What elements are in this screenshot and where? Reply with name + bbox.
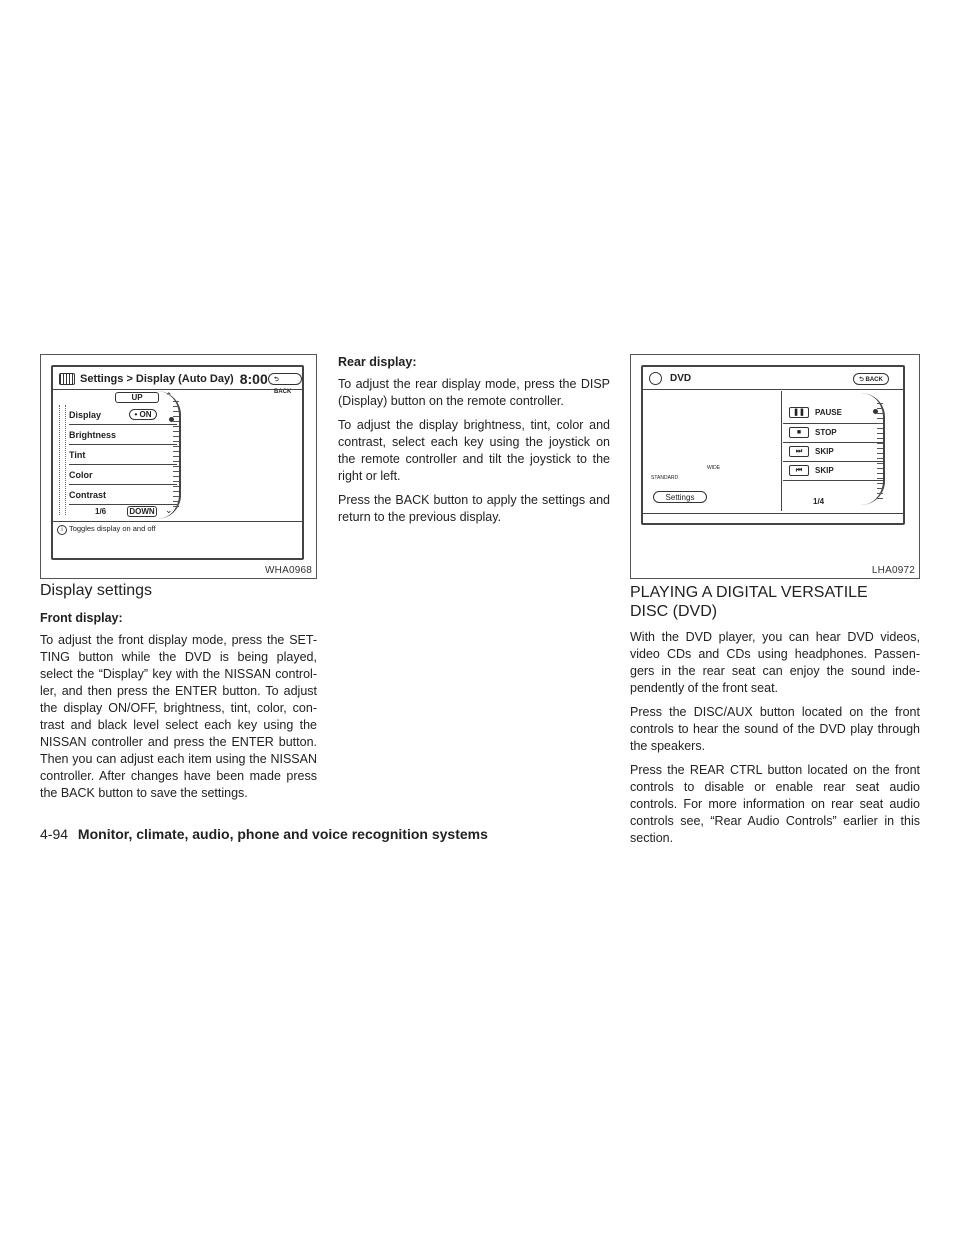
- wide-label: WIDE: [707, 465, 721, 471]
- section-heading: [630, 583, 868, 621]
- dvd-disc-icon: [649, 372, 662, 385]
- body-text: [40, 632, 317, 809]
- chevron-down-icon: ⌄: [165, 505, 173, 515]
- back-button[interactable]: ⮌ BACK: [268, 373, 302, 385]
- controls-divider: [781, 391, 782, 511]
- screen-title: DVD: [670, 372, 692, 384]
- pause-icon: ❚❚: [789, 407, 809, 418]
- settings-button[interactable]: Settings: [653, 491, 707, 503]
- skip-forward-icon: ⏭: [789, 446, 809, 457]
- page-number: 4-94: [40, 826, 69, 842]
- dotted-guide: [65, 405, 66, 515]
- paragraph: To adjust the display brightness, tint, color and contrast, select each key using the joystick on the remote controller and tilt the joystick to the right or left.: [338, 418, 610, 483]
- page-indicator: 1/4: [813, 497, 825, 506]
- body-text: [338, 376, 610, 533]
- figure-code: WHA0968: [265, 565, 312, 576]
- body-text: [630, 629, 920, 854]
- subheading: Front display:: [40, 611, 123, 625]
- heading-line: DISC (DVD): [630, 603, 718, 620]
- figure-dvd-screen: [630, 354, 920, 579]
- info-icon: i: [57, 525, 67, 535]
- section-title: Monitor, climate, audio, phone and voice recognition systems: [77, 826, 488, 842]
- paragraph: To adjust the front display mode, press the SET-TING button while the DVD is being played, select the “Display” key with the NISSAN control-ler, and then press the ENTER button. To adjust the display ON/OFF, brightness, tint, color, con-trast and black level select each key using the NISSAN controller and press the ENTER button. Then you can adjust each item using the NISSAN controller. After changes have been made press the BACK button to save the settings.: [40, 633, 317, 800]
- hint-text: i Toggles display on and off: [57, 524, 156, 535]
- skip-forward-button[interactable]: SKIP: [815, 447, 834, 456]
- dvd-screen: [641, 365, 905, 525]
- pause-button[interactable]: PAUSE: [815, 408, 842, 417]
- standard-label: STANDARD: [651, 475, 679, 481]
- section-heading: Display settings: [40, 582, 153, 599]
- dotted-guide: [59, 405, 60, 515]
- list-item[interactable]: Display: [69, 405, 177, 425]
- list-item[interactable]: Contrast: [69, 485, 177, 505]
- paragraph: With the DVD player, you can hear DVD videos, video CDs and CDs using headphones. Passen-gers in the rear seat can enjoy the sound inde-pendently of the front seat.: [630, 630, 920, 695]
- paragraph: Press the DISC/AUX button located on the front controls to hear the sound of the DVD play through the speakers.: [630, 705, 920, 753]
- scroll-ticks: [173, 401, 179, 509]
- screen-header: [649, 370, 691, 386]
- figure-code: LHA0972: [871, 565, 915, 576]
- scroll-thumb[interactable]: [169, 417, 174, 422]
- header-divider: [643, 389, 903, 390]
- back-button[interactable]: ⮌ BACK: [853, 373, 889, 385]
- clock: 8:00: [239, 371, 268, 387]
- footer-divider: [643, 513, 903, 514]
- chevron-up-icon: ⌃: [165, 391, 173, 401]
- list-item[interactable]: Color: [69, 465, 177, 485]
- heading-line: PLAYING A DIGITAL VERSATILE: [630, 584, 868, 601]
- paragraph: Press the BACK button to apply the settings and return to the previous display.: [338, 493, 610, 524]
- skip-back-icon: ⏮: [789, 465, 809, 476]
- paragraph: Press the REAR CTRL button located on the front controls to disable or enable rear seat audio controls. For more information on rear seat audio controls see, “Rear Audio Controls” earlier in this section.: [630, 763, 920, 845]
- page-footer: [40, 826, 488, 842]
- up-button[interactable]: UP: [115, 392, 159, 403]
- settings-icon: [59, 373, 75, 385]
- down-button[interactable]: DOWN: [127, 506, 157, 517]
- list-item[interactable]: Brightness: [69, 425, 177, 445]
- display-on-toggle[interactable]: • ON: [129, 409, 157, 420]
- list-item[interactable]: Tint: [69, 445, 177, 465]
- stop-icon: ■: [789, 427, 809, 438]
- scroll-thumb[interactable]: [873, 409, 878, 414]
- skip-back-button[interactable]: SKIP: [815, 466, 834, 475]
- subheading: Rear display:: [338, 355, 417, 369]
- scroll-ticks: [877, 403, 883, 499]
- settings-screen: [51, 365, 304, 560]
- header-divider: [53, 389, 302, 390]
- page-indicator: 1/6: [95, 507, 107, 516]
- paragraph: To adjust the rear display mode, press the DISP (Display) button on the remote controller.: [338, 377, 610, 408]
- screen-title: Settings > Display (Auto Day): [80, 373, 234, 385]
- screen-header: [59, 371, 268, 387]
- footer-divider: [53, 521, 302, 522]
- figure-front-display-settings: [40, 354, 317, 579]
- stop-button[interactable]: STOP: [815, 428, 837, 437]
